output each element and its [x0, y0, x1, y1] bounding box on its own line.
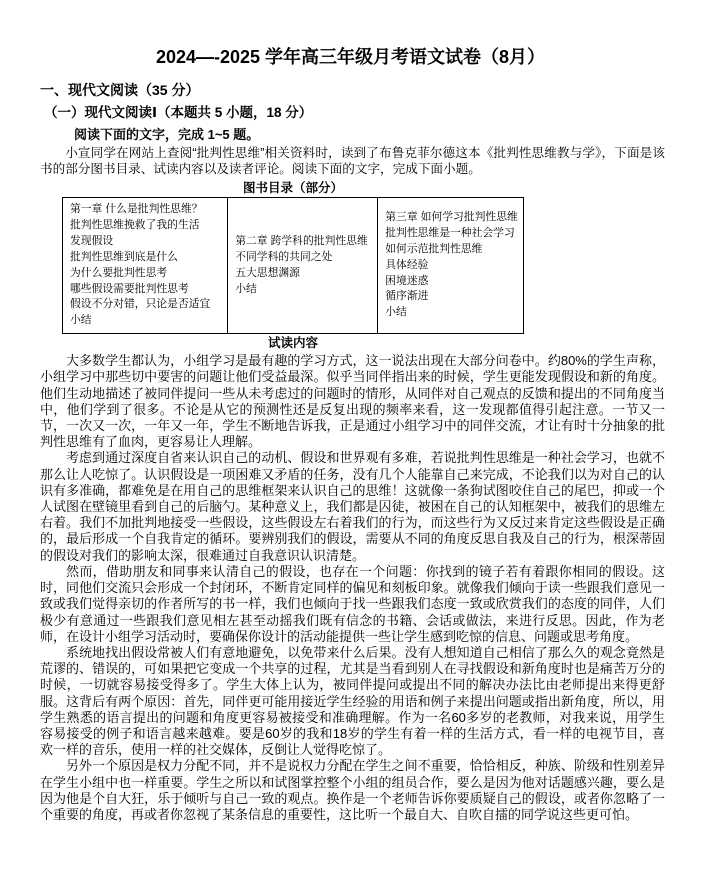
toc-entry: 小结: [385, 306, 407, 319]
toc-entry: 小结: [235, 282, 257, 295]
excerpt-paragraph: 另外一个原因是权力分配不同，并不是说权力分配在学生之间不重要，恰恰相反，种族、阶级和性别差异在学生小组中也一样重要。学生之所以和试图掌控整个小组的组员合作，要么是因为他对话题感兴趣，要么是因为他是个自大狂，乐于倾听与自己一致的观点。换作是一个老师告诉你要质疑自己的假设，或者你忽略了一个重要的角度，再或者你忽视了某条信息的重要性，这比听一个最自大、自吹自擂的同学说这些更可怕。: [40, 758, 665, 822]
toc-entry: 批判性思维挽救了我的生活: [70, 218, 200, 231]
toc-entry: 为什么要批判性思考: [70, 266, 168, 279]
toc-entry: 第二章 跨学科的批判性思维: [235, 234, 368, 247]
toc-entry: 五大思想渊源: [235, 266, 300, 279]
toc-entry: 第三章 如何学习批判性思维: [385, 210, 518, 223]
toc-entry: 第一章 什么是批判性思维？: [70, 203, 203, 215]
toc-caption: 图书目录（部分）: [242, 181, 343, 195]
toc-entry: 假设不分对错，只论是否适宜: [70, 298, 211, 311]
excerpt-paragraph: 系统地找出假设常被人们有意地避免，以免带来什么后果。没有人想知道自己相信了那么久的观念竟然是荒谬的、错误的，可如果把它变成一个共享的过程，尤其是当看到别人在寻找假设和新角度时也是痛苦万分的时候，一切就容易接受得多了。学生大体上认为，被同伴提问或提出不同的解决办法比由老师提出来得更舒服。这背后有两个原因：首先，同伴更可能用接近学生经验的用语和例子来提出问题或指出新角度，所以，用学生熟悉的语言提出的问题和角度更容易被接受和准确理解。作为一名60多岁的老教师，对我来说，用学生容易接受的例子和语言越来越难。要是60岁的我和18岁的学生有着一样的生活方式，看一样的电视节目，喜欢一样的音乐，使用一样的社交媒体，反倒让人觉得吃惊了。: [40, 644, 665, 758]
toc-entry: 批判性思维是一种社会学习: [385, 226, 515, 239]
toc-entry: 批判性思维到底是什么: [70, 250, 178, 263]
passage-intro: 小宣同学在网站上查阅“批判性思维”相关资料时，读到了布鲁克菲尔德这本《批判性思维教与学》，下面是该书的部分图书目录、试读内容以及读者评论。阅读下面的文字，完成下面小题。: [40, 146, 665, 176]
toc-entry: 发现假设: [70, 234, 114, 247]
toc-entry: 具体经验: [385, 258, 429, 271]
toc-entry: 不同学科的共同之处: [235, 250, 333, 263]
toc-entry: 小结: [70, 314, 92, 327]
excerpt-paragraph: 考虑到通过深度自省来认识自己的动机、假设和世界观有多难，若说批判性思维是一种社会学习，也就不那么让人吃惊了。认识假设是一项困难又矛盾的任务，没有几个人能靠自己来完成，不论我们以为对自己的认识有多准确，都难免是在用自己的思维框架来认识自己的思维！这就像一条狗试图咬住自己的尾巴，抑或一个人试图在壁镜里看到自己的后脑勺。某种意义上，我们都是囚徒，被困在自己的认知框架中，被我们的思维左右着。我们不加批判地接受一些假设，这些假设左右着我们的行为，而这些行为又反过来肯定这些假设是正确的，最后形成一个自我肯定的循环。要辨别我们的假设，需要从不同的角度反思自我及自己的行为，根深蒂固的假设对我们的影响太深，很难通过自我意识认识清楚。: [40, 450, 665, 563]
subsection-heading-reading-1: （一）现代文阅读Ⅰ（本题共 5 小题，18 分）: [44, 105, 313, 120]
page-title: 2024—-2025 学年高三年级月考语文试卷（8月）: [155, 47, 546, 67]
toc-entry: 困境迷惑: [385, 274, 429, 287]
toc-column-chapter2: [228, 198, 378, 334]
excerpt-paragraph: 然而，借助朋友和同事来认清自己的假设，也存在一个问题：你找到的镜子若有着跟你相同的假设。这时，同他们交流只会形成一个封闭环，不断肯定同样的偏见和刻板印象。就像我们倾向于读一些跟我们意见一致或我们觉得亲切的作者所写的书一样，我们也倾向于找一些跟我们态度一致或欣赏我们的态度的同伴，人们极少有意通过一些跟我们意见相左甚至动摇我们既有信念的书籍、会话或做法，来进行反思。因此，作为老师，在设计小组学习活动时，要确保你设计的活动能提供一些让学生感到吃惊的信息、问题或思考角度。: [40, 563, 665, 644]
toc-entry: 循序渐进: [385, 290, 429, 303]
excerpt-paragraph: 大多数学生都认为，小组学习是最有趣的学习方式，这一说法出现在大部分问卷中。约80%的学生声称，小组学习中那些切中要害的问题让他们受益最深。似乎当同伴指出来的时候，学生更能发现假设和新的角度。他们生动地描述了被同伴提问一些从未考虑过的问题时的情形，从同伴对自己观点的反馈和提出的不同角度当中，他们学到了很多。不论是从它的预测性还是反复出现的频率来看，这一发现都值得引起注意。一节又一节，一次又一次，一年又一年，学生不断地告诉我，正是通过小组学习中的同伴交流，才让有时十分抽象的批判性思维有了血肉，更容易让人理解。: [40, 353, 665, 450]
section-heading-modern-reading: 一、现代文阅读（35 分）: [40, 82, 200, 98]
table-row: [63, 198, 524, 334]
toc-column-chapter3: [378, 198, 524, 334]
excerpt-caption: 试读内容: [267, 336, 318, 351]
excerpt-body: [40, 353, 665, 823]
toc-column-chapter1: [63, 198, 228, 334]
toc-table: [62, 197, 524, 334]
toc-entry: 哪些假设需要批判性思考: [70, 282, 189, 295]
toc-entry: 如何示范批判性思维: [385, 242, 483, 255]
instruction-line: 阅读下面的文字，完成 1~5 题。: [74, 127, 260, 142]
toc-block: [62, 181, 524, 351]
